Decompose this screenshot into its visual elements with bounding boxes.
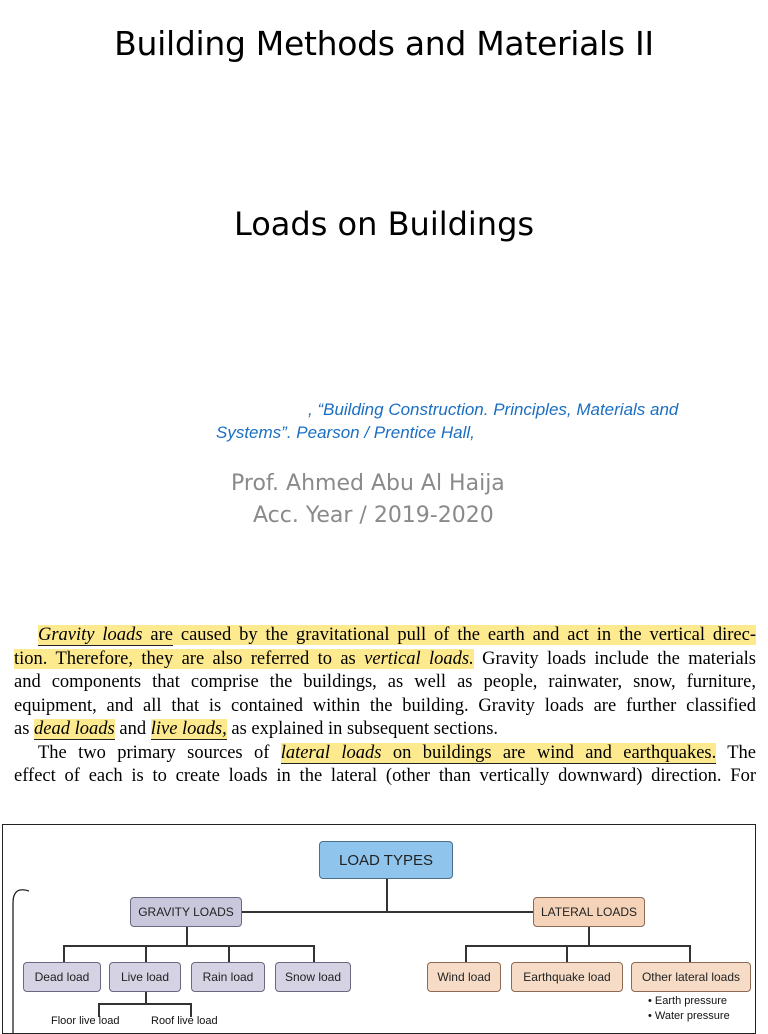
dead-load-node: Dead load — [23, 962, 101, 992]
connector — [689, 945, 691, 963]
load-types-node: LOAD TYPES — [319, 841, 453, 879]
highlight-gravity-loads: Gravity loads — [38, 625, 143, 645]
connector — [228, 945, 230, 963]
highlight-are: are — [142, 625, 173, 645]
highlight-dead-loads: dead loads — [34, 719, 115, 739]
excerpt-line: equipment, and all that is contained within the building. Gravity loads are further classified — [14, 695, 756, 716]
highlight-l1: caused by the gravitational pull of the earth and act in the vertical direc- — [172, 625, 756, 645]
highlight-lateral-loads: lateral loads — [280, 742, 382, 763]
excerpt-line — [14, 648, 756, 672]
connector — [98, 1003, 191, 1005]
connector — [588, 927, 590, 946]
floor-live-load: Floor live load — [51, 1015, 120, 1027]
connector — [313, 945, 315, 963]
highlight-live-loads: live loads, — [150, 719, 227, 739]
lateral-loads-node: LATERAL LOADS — [533, 897, 645, 927]
connector — [465, 945, 467, 963]
load-types-diagram — [2, 824, 756, 1034]
citation — [216, 398, 756, 444]
earth-pressure-item: • Earth pressure — [648, 995, 728, 1007]
connector — [566, 945, 568, 963]
author-name: Prof. Ahmed Abu Al Haija — [231, 471, 505, 496]
citation-line-1: , “Building Construction. Principles, Materials and — [308, 400, 679, 419]
text-l6d: The — [716, 742, 757, 763]
lecture-title: Loads on Buildings — [233, 205, 535, 243]
highlight-l2: tion. Therefore, they are also referred to as — [14, 648, 365, 669]
text-l2: Gravity loads include the materials — [473, 648, 757, 669]
connector — [63, 945, 314, 947]
snow-load-node: Snow load — [275, 962, 351, 992]
excerpt-line: and components that comprise the buildings, as well as people, rainwater, snow, furniture, — [14, 672, 756, 692]
connector — [145, 945, 147, 963]
connector — [186, 927, 188, 946]
excerpt-line — [14, 742, 756, 766]
rain-load-node: Rain load — [191, 962, 265, 992]
handwritten-bracket — [3, 883, 33, 1033]
connector — [63, 945, 65, 963]
course-title: Building Methods and Materials II — [114, 24, 654, 63]
text-l5c: and — [114, 719, 151, 739]
highlight-vertical-loads: vertical loads. — [364, 648, 474, 669]
excerpt-line — [14, 624, 756, 648]
textbook-excerpt — [14, 624, 756, 789]
gravity-loads-node: GRAVITY LOADS — [130, 897, 242, 927]
connector — [186, 911, 589, 913]
roof-live-load: Roof live load — [151, 1015, 218, 1027]
connector — [386, 879, 388, 912]
live-load-node: Live load — [109, 962, 181, 992]
excerpt-line: effect of each is to create loads in the lateral (other than vertically downward) direction. For — [14, 766, 756, 786]
academic-year: Acc. Year / 2019-2020 — [253, 503, 494, 528]
wind-load-node: Wind load — [427, 962, 501, 992]
earthquake-load-node: Earthquake load — [511, 962, 623, 992]
other-lateral-loads-node: Other lateral loads — [631, 962, 751, 992]
text-l6a: The two primary sources of — [38, 742, 281, 763]
citation-line-2: Systems”. Pearson / Prentice Hall, — [216, 423, 475, 442]
text-l5e: as explained in subsequent sections. — [226, 719, 499, 739]
connector — [465, 945, 690, 947]
excerpt-line — [14, 718, 756, 742]
highlight-wind-earthquakes: on buildings are wind and earthquakes. — [381, 742, 717, 763]
text-l5a: as — [14, 719, 35, 739]
water-pressure-item: • Water pressure — [648, 1010, 730, 1022]
